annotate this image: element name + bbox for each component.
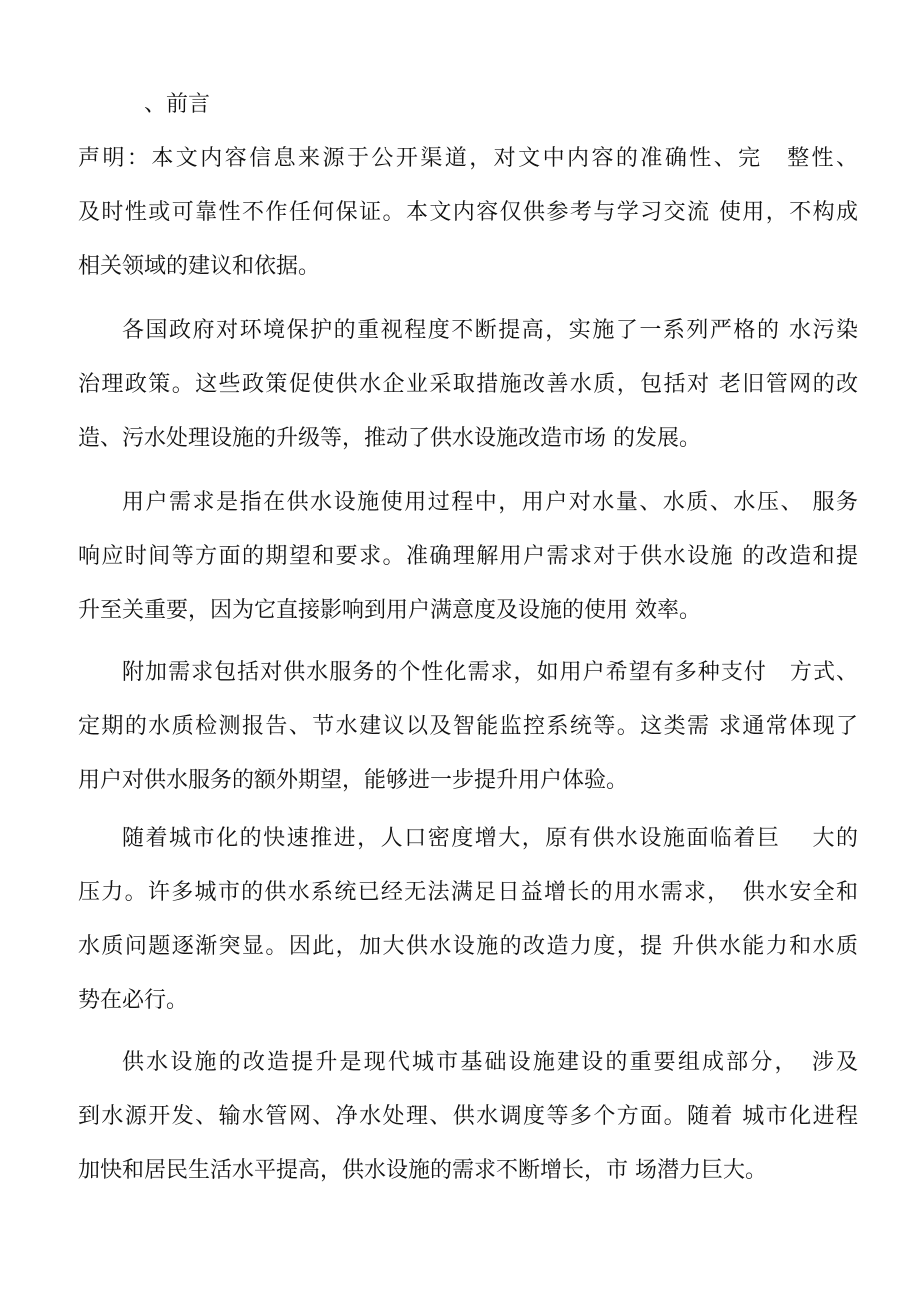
paragraph-line: 压力。许多城市的供水系统已经无法满足日益增长的用水需求， 供水安全和: [78, 880, 858, 905]
paragraph-line: 势在必行。: [78, 988, 189, 1013]
paragraph-line: 及时性或可靠性不作任何保证。本文内容仅供参考与学习交流 使用，不构成: [78, 200, 858, 225]
paragraph-line: 造、污水处理设施的升级等，推动了供水设施改造市场 的发展。: [78, 426, 701, 451]
paragraph-line: 水质问题逐渐突显。因此，加大供水设施的改造力度，提 升供水能力和水质: [78, 934, 858, 959]
paragraph-disclaimer: [78, 144, 858, 306]
paragraph-line: 用户需求是指在供水设施使用过程中，用户对水量、水质、水压、 服务: [122, 490, 858, 515]
paragraph-line: 用户对供水服务的额外期望，能够进一步提升用户体验。: [78, 768, 629, 793]
paragraph-line: 附加需求包括对供水服务的个性化需求，如用户希望有多种支付 方式、: [122, 660, 858, 685]
paragraph-line: 随着城市化的快速推进，人口密度增大，原有供水设施面临着巨 大的: [122, 826, 858, 851]
paragraph-line: 各国政府对环境保护的重视程度不断提高，实施了一系列严格的 水污染: [122, 318, 858, 343]
paragraph-additional-needs: [78, 658, 858, 820]
paragraph-line: 响应时间等方面的期望和要求。准确理解用户需求对于供水设施 的改造和提: [78, 544, 858, 569]
paragraph-policy: [78, 316, 858, 478]
paragraph-line: 相关领域的建议和依据。: [78, 254, 321, 279]
section-heading: 、前言: [144, 92, 211, 117]
paragraph-line: 定期的水质检测报告、节水建议以及智能监控系统等。这类需 求通常体现了: [78, 714, 858, 739]
paragraph-infrastructure: [78, 1048, 858, 1210]
paragraph-line: 加快和居民生活水平提高，供水设施的需求不断增长，市 场潜力巨大。: [78, 1158, 767, 1183]
paragraph-line: 升至关重要，因为它直接影响到用户满意度及设施的使用 效率。: [78, 598, 701, 623]
paragraph-line: 到水源开发、输水管网、净水处理、供水调度等多个方面。随着 城市化进程: [78, 1104, 858, 1129]
paragraph-urbanization: [78, 824, 858, 1040]
paragraph-line: 供水设施的改造提升是现代城市基础设施建设的重要组成部分， 涉及: [122, 1050, 858, 1075]
paragraph-line: 声明：本文内容信息来源于公开渠道，对文中内容的准确性、完 整性、: [78, 146, 858, 171]
paragraph-line: 治理政策。这些政策促使供水企业采取措施改善水质，包括对 老旧管网的改: [78, 372, 858, 397]
paragraph-user-needs: [78, 488, 858, 650]
